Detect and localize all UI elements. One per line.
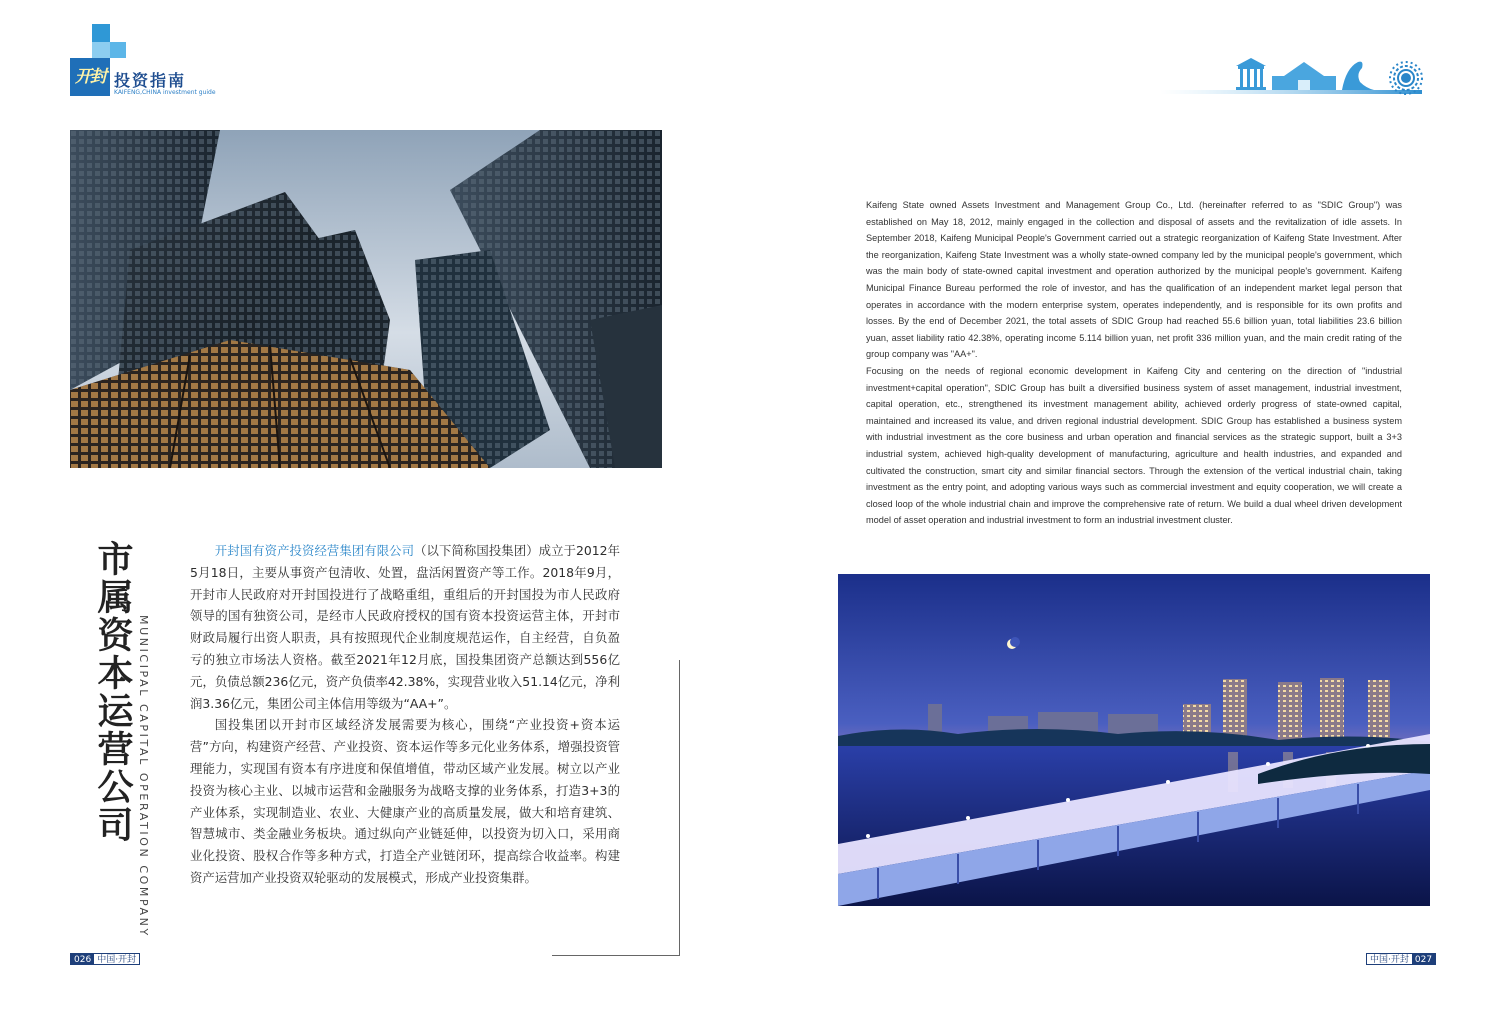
section-title-cn: 市属资本运营公司 [92, 540, 133, 844]
logo-subtitle: KAIFENG,CHINA investment guide [114, 89, 216, 96]
english-body-text [866, 197, 1402, 529]
night-riverside-photo [838, 574, 1430, 906]
page-number-right [1366, 953, 1436, 965]
decorative-bracket-horizontal [552, 955, 680, 956]
cn-paragraph-1-text: （以下简称国投集团）成立于2012年5月18日，主要从事资产包清收、处置，盘活闲置资产等工作。2018年9月，开封市人民政府对开封国投进行了战略重组，重组后的开封国投为市人民政府领导的国有独资公司，是经市人民政府授权的国有资本投资运营主体，开封市财政局履行出资人职责，具有按照现代企业制度规范运作，自主经营，自负盈亏的独立市场法人资格。截至2021年12月底，国投集团资产总额达到556亿元，负债总额236亿元，资产负债率42.38%，实现营业收入51.14亿元，净利润3.36亿元，集团公司主体信用等级为“AA+”。 [190, 543, 620, 711]
en-paragraph-2: Focusing on the needs of regional economic development in Kaifeng City and centering on the direction of "industrial investment+capital operation", SDIC Group has built a diversified business system of asset management, industrial investment, capital operation, etc., strengthened its investment management ability, achieved orderly progress of state-owned capital, maintained and increased its value, and driven regional industrial development. SDIC Group has established a business system with industrial investment as the core business and urban operation and financial services as the strategic support, built a 3+3 industrial system, achieved high-quality development of manufacturing, agriculture and health industries, and expanded and cultivated the construction, smart city and similar financial sectors. Through the extension of the vertical industrial chain, taking investment as the entry point, and adopting various ways such as commercial investment and equity cooperation, we will create a closed loop of the whole industrial chain and improve the comprehensive rate of return. We build a dual wheel driven development model of asset operation and industrial investment to form an industrial investment cluster. [866, 365, 1402, 526]
logo-badge: 开封 [70, 58, 110, 96]
page-number-left [70, 953, 140, 965]
page-number: 026 [71, 954, 94, 964]
cn-paragraph-2: 国投集团以开封市区域经济发展需要为核心，围绕“产业投资+资本运营”方向，构建资产经营、产业投资、资本运作等多元化业务体系，增强投资管理能力，实现国有资本有序进度和保值增值，带动区域产业发展。树立以产业投资为核心主业、以城市运营和金融服务为战略支撑的业务体系，打造3+3的产业体系，实现制造业、农业、大健康产业的高质量发展，做大和培育建筑、智慧城市、类金融业务板块。通过纵向产业链延伸，以投资为切入口，采用商业化投资、股权合作等多种方式，打造全产业链闭环，提高综合收益率。构建资产运营加产业投资双轮驱动的发展模式，形成产业投资集群。 [190, 717, 620, 885]
landmark-skyline-decoration [1160, 52, 1430, 98]
cn-paragraph-1 [190, 540, 620, 714]
company-name-highlight: 开封国有资产投资经营集团有限公司 [214, 543, 415, 558]
decorative-bracket-vertical [679, 660, 680, 956]
kaifeng-logo [70, 22, 250, 102]
page-footer-text: 中国·开封 [1367, 954, 1412, 964]
logo-square [92, 24, 110, 42]
en-paragraph-1: Kaifeng State owned Assets Investment and Management Group Co., Ltd. (hereinafter referred to as "SDIC Group") was established on May 18, 2012, mainly engaged in the collection and disposal of assets and the revitalization of idle assets. In September 2018, Kaifeng Municipal People's Government carried out a strategic reorganization of Kaifeng State Investment. After the reorganization, Kaifeng State Investment was a wholly state-owned company led by the municipal people's government, which was the main body of state-owned capital investment and operation authorized by the municipal people's government. Kaifeng Municipal Finance Bureau performed the role of investor, and has the qualification of an independent market legal person that operates in accordance with the modern enterprise system, operates independently, and is responsible for its own profits and losses. By the end of December 2021, the total assets of SDIC Group had reached 55.6 billion yuan, total liabilities 23.6 billion yuan, asset liability ratio 42.38%, operating income 5.114 billion yuan, net profit 336 million yuan, and the main credit rating of the group company was "AA+". [866, 200, 1402, 360]
chinese-body-text [190, 540, 620, 889]
page-number: 027 [1412, 954, 1435, 964]
section-title-en: MUNICIPAL CAPITAL OPERATION COMPANY [137, 615, 150, 938]
logo-square [92, 42, 110, 58]
logo-square [110, 42, 126, 58]
skyscrapers-photo [70, 130, 662, 468]
page-footer-text: 中国·开封 [94, 954, 139, 964]
logo-title: 投资指南 [114, 71, 187, 90]
